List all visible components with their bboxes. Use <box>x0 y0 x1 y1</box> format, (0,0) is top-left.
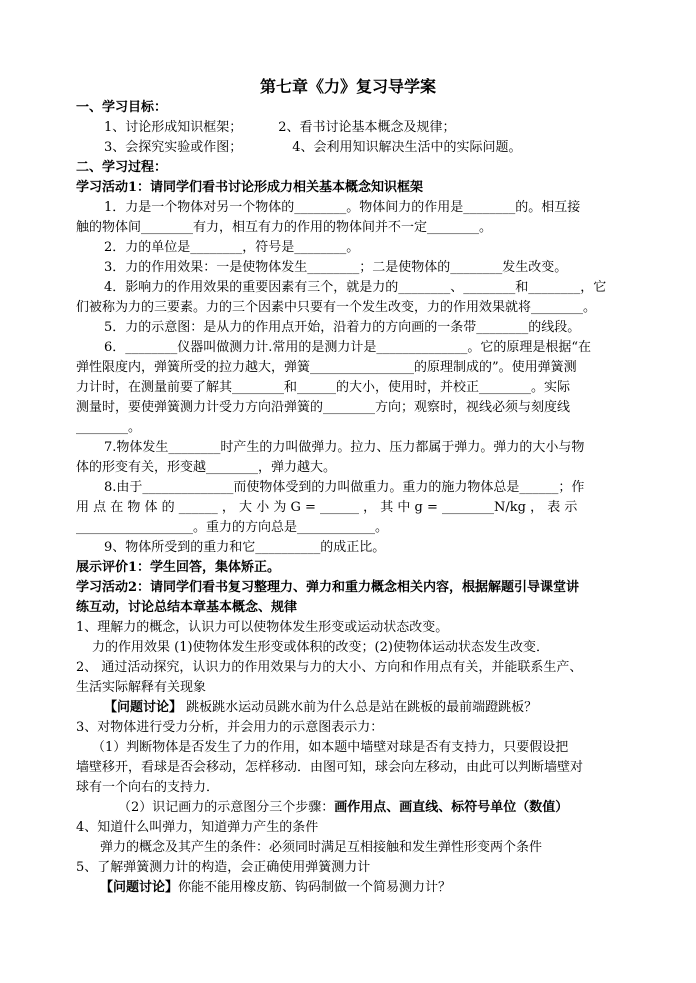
question-7-line-2: 体的形变有关，形变越________，弹力越大。 <box>76 460 337 475</box>
question-6-line-3: 力计时，在测量前要了解其________和______的大小，使用时，并校正________。实际 <box>76 380 571 395</box>
point-1: 1、理解力的概念，认识力可以使物体发生形变或运动状态改变。 <box>76 620 449 635</box>
point-3: 3、对物体进行受力分析，并会用力的示意图表示力： <box>76 720 384 735</box>
point-2-line-1: 2、 通过活动探究，认识力的作用效果与力的大小、方向和作用点有关，并能联系生产、 <box>76 660 583 675</box>
question-6-line-1: 6．________仪器叫做测力计.常用的是测力计是______________。它的原理是根据“在 <box>104 340 592 355</box>
objective-3: 3、会探究实验或作图； <box>104 140 243 155</box>
section-heading-process: 二、学习过程： <box>76 160 168 175</box>
question-3: 3．力的作用效果：一是使物体发生________；二是使物体的________发生改变。 <box>104 260 568 275</box>
question-7-line-1: 7.物体发生________时产生的力叫做弹力。拉力、压力都属于弹力。弹力的大小与物 <box>104 440 585 455</box>
question-4-line-2: 们被称为力的三要素。力的三个因素中只要有一个发生改变，力的作用效果就将________。 <box>76 300 597 315</box>
question-8-line-2: 用 点 在 物 体 的 ______ ， 大 小 为 G = ______ ， 其 中 g = ________N/kg ， 表 示 <box>76 500 578 515</box>
objective-row-1 <box>104 118 664 138</box>
question-6-line-2: 弹性限度内，弹簧所受的拉力越大，弹簧________________的原理制成的”。使用弹簧测 <box>76 360 577 375</box>
objective-1: 1、讨论形成知识框架； <box>104 120 243 135</box>
point-5: 5、了解弹簧测力计的构造，会正确使用弹簧测力计 <box>76 860 371 875</box>
question-6-line-5: ________。 <box>76 420 142 435</box>
point-2-line-2: 生活实际解释有关现象 <box>76 680 207 695</box>
question-5: 5．力的示意图：是从力的作用点开始，沿着力的方向画的一条带________的线段。 <box>104 320 581 335</box>
point-4-detail: 弹力的概念及其产生的条件：必须同时满足互相接触和发生弹性形变两个条件 <box>100 840 543 855</box>
discussion-2: 【问题讨论】你能不能用橡皮筋、钩码制做一个简易测力计？ <box>100 880 452 895</box>
point-3-step-1-line-3: 球有一个向右的支持力． <box>76 780 220 795</box>
question-1-line-2: 触的物体间________有力，相互有力的作用的物体间并不一定________。 <box>76 220 493 235</box>
activity-1-heading: 学习活动1：请同学们看书讨论形成力相关基本概念知识框架 <box>76 180 424 195</box>
evaluation-1: 展示评价1：学生回答，集体矫正。 <box>76 560 281 575</box>
question-2: 2．力的单位是________，符号是________。 <box>104 240 360 255</box>
point-3-step-1-line-2: 墙壁移开，看球是否会移动，怎样移动．由图可知，球会向左移动，由此可以判断墙壁对 <box>76 760 584 775</box>
point-3-step-1-line-1: （1）判断物体是否发生了力的作用，如本题中墙壁对球是否有支持力，只要假设把 <box>92 740 569 755</box>
objective-2: 2、看书讨论基本概念及规律； <box>278 120 456 135</box>
point-3-step-2-text: （2）识记画力的示意图分三个步骤：画作用点、画直线、标符号单位（数值） <box>118 800 569 815</box>
question-4-line-1: 4．影响力的作用效果的重要因素有三个，就是力的________、________和________，它 <box>104 280 607 295</box>
question-8-line-1: 8.由于______________而使物体受到的力叫做重力。重力的施力物体总是______；作 <box>104 480 585 495</box>
objective-4: 4、会利用知识解决生活中的实际问题。 <box>292 140 522 155</box>
point-3-step-2 <box>118 798 678 818</box>
activity-2-heading-line-2: 练互动，讨论总结本章基本概念、规律 <box>76 600 298 615</box>
question-9: 9、物体所受到的重力和它__________的成正比。 <box>104 540 386 555</box>
section-heading-objectives: 一、学习目标： <box>76 100 168 115</box>
objective-row-2 <box>104 138 664 158</box>
activity-2-heading-line-1: 学习活动2：请同学们看书复习整理力、弹力和重力概念相关内容，根据解题引导课堂讲 <box>76 580 580 595</box>
point-4: 4、知道什么叫弹力，知道弹力产生的条件 <box>76 820 319 835</box>
discussion-1: 【问题讨论】 跳板跳水运动员跳水前为什么总是站在跳板的最前端蹬跳板？ <box>104 700 538 715</box>
question-1-line-1: 1．力是一个物体对另一个物体的________。物体间力的作用是________的。相互接 <box>104 200 581 215</box>
question-8-line-3: __________________。重力的方向总是____________。 <box>76 520 389 535</box>
point-1-detail: 力的作用效果 (1)使物体发生形变或体积的改变；(2)使物体运动状态发生改变． <box>92 640 549 655</box>
page-title: 第七章《力》复习导学案 <box>259 77 436 96</box>
question-6-line-4: 测量时，要使弹簧测力计受力方向沿弹簧的________方向；观察时，视线必须与刻度线 <box>76 400 571 415</box>
